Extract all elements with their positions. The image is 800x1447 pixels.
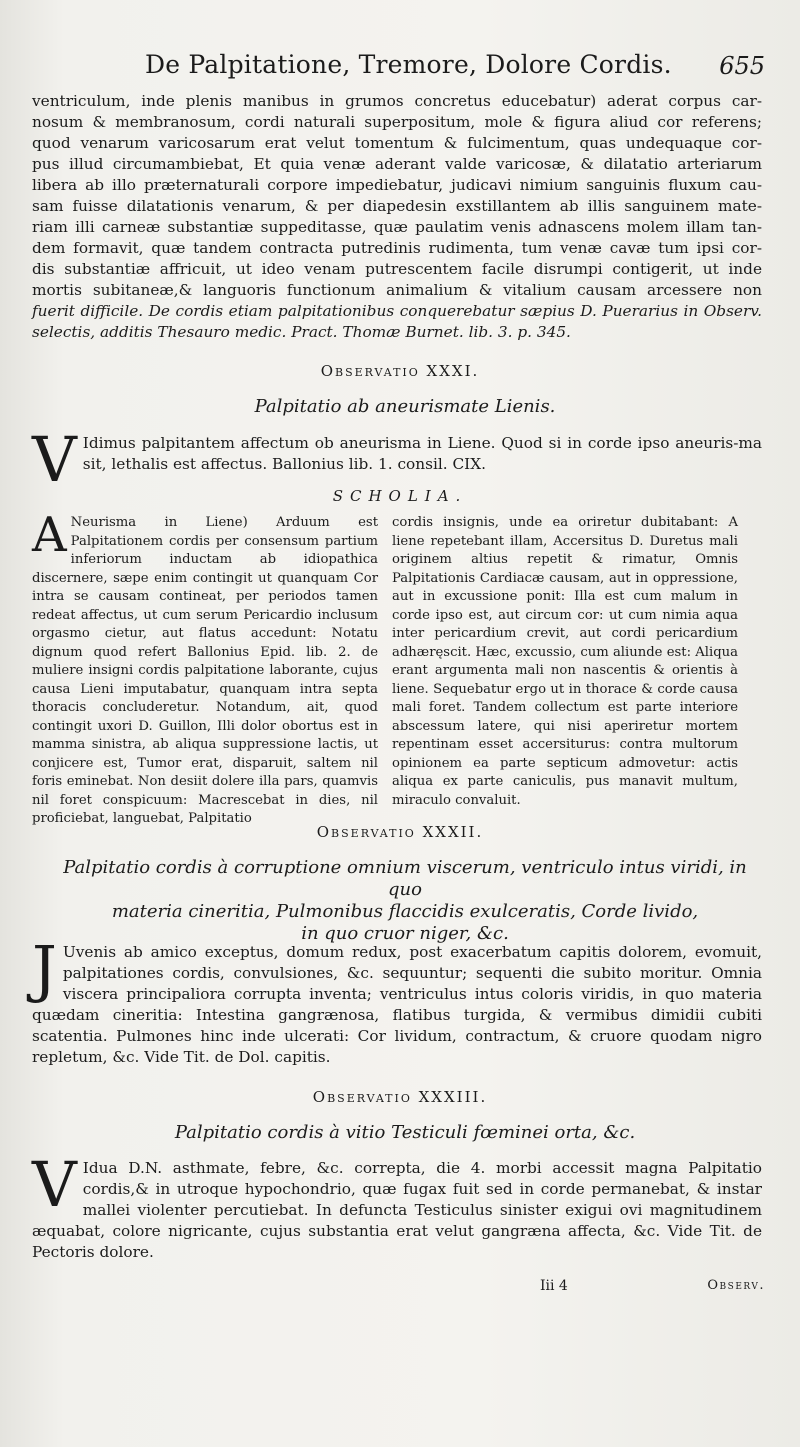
subtitle-line: in quo cruor niger, &c. <box>301 923 509 944</box>
text-line: sam fuisse dilatationis venarum, & per diapedesin exstillantem ab illis sanguinem mate- <box>32 197 762 215</box>
text-line: pus illud circumambiebat, Et quia venæ aderant valde varicosæ, & dilatatio arteriarum <box>32 155 762 173</box>
obs33-heading: Observatio XXXIII. <box>312 1088 488 1106</box>
text-line: selectis, additis Thesauro medic. Pract. Thomæ Burnet. lib. 3. p. 345. <box>32 323 571 341</box>
subtitle-line: Palpitatio cordis à corruptione omnium viscerum, ventriculo intus viridi, in quo <box>63 857 747 900</box>
catchword: Observ. <box>707 1278 765 1293</box>
scholia-left-column <box>32 507 378 829</box>
continued-paragraph <box>32 91 762 343</box>
obs31-heading: Observatio XXXI. <box>320 362 480 380</box>
scholia-right-text: cordis insignis, unde ea oriretur dubitabant: A liene repetebant illam, Accersitus D. Duretus mali originem altius repetit & rimatur, Omnis Palpitationis Cardiacæ causam, aut in oppressione, aut in excussione ponit: Illa est cum malum in corde ipso est, aut circum cor: ut cum nimia aqua inter pericardium crevit, aut cordi pericardium adhæręscit. Hæc, excussio, cum aliunde est: Aliqua erant argumenta mali non nascentis & orientis à liene. Sequebatur ergo ut in thorace & corde causa mali foret. Tandem collectum est parte interiore abscessum latere, qui nisi aperiretur mortem repentinam esset accersiturus: contra multorum opinionem ea parte septicum admovetur: actis aliqua ex parte caniculis, pus manavit multum, miraculo convaluit. <box>392 515 738 808</box>
obs32-subtitle <box>60 857 750 945</box>
scholia-right-column <box>392 514 738 810</box>
dropcap: V <box>32 423 77 496</box>
text-line: libera ab illo præternaturali corpore impediebatur, judicavi nimium sanguinis fluxum cau- <box>32 176 762 194</box>
page-footer <box>540 1278 765 1300</box>
text-line: riam illi carneæ substantiæ suppeditasse, quæ paulatim venis adnascens molem illam tan- <box>32 218 762 236</box>
scholia-left-text: Neurisma in Liene) Arduum est Palpitationem cordis per consensum partium inferiorum inductam ab idiopathica discernere, sæpe enim contingit ut quanquam Cor intra se causam contineat, per periodos tamen redeat affectus, ut cum serum Pericardio inclusum orgasmo cietur, aut flatus accedunt: Notatu dignum quod refert Ballonius Epid. lib. 2. de muliere insigni cordis palpitatione laborante, cujus causa Lieni imputabatur, quanquam intra septa thoracis concluderetur. Notandum, ait, quod contingit uxori D. Guillon, Illi dolor obortus est in mamma sinistra, ab aliqua suppressione lactis, ut conjicere est, Tumor erat, disparuit, saltem nil foris eminebat. Non desiit dolere illa pars, quamvis nil foret conspicuum: Macrescebat in dies, nil proficiebat, languebat, Palpitatio <box>32 515 378 826</box>
page-number: 655 <box>719 52 765 80</box>
obs33-text: Idua D.N. asthmate, febre, &c. correpta, die 4. morbi accessit magna Palpitatio cordis,& in utroque hypochondrio, quæ fugax fuit sed in corde permanebat, & instar mallei violenter percutiebat. In defuncta Testiculus sinister exigui ovi magnitudinem æquabat, colore nigricante, cujus substantia erat velut gangræna affecta, &c. Vide Tit. de Pectoris dolore. <box>32 1159 762 1261</box>
subtitle-line: materia cineritia, Pulmonibus flaccidis exulceratis, Corde livido, <box>111 901 699 922</box>
dropcap: V <box>32 1148 77 1221</box>
obs33-paragraph <box>32 1148 762 1263</box>
signature-mark: Iii 4 <box>540 1278 568 1294</box>
dropcap: J <box>32 932 57 1005</box>
text-line: dem formavit, quæ tandem contracta putredinis rudimenta, tum venæ cavæ tum ipsi cor- <box>32 239 762 257</box>
dropcap: A <box>32 507 67 563</box>
text-line: mortis subitaneæ,& languoris functionum animalium & vitalium causam arcessere non <box>32 281 762 299</box>
text-line: quod venarum varicosarum erat velut tomentum & fulcimentum, quas undequaque cor- <box>32 134 762 152</box>
obs32-text: Uvenis ab amico exceptus, domum redux, post exacerbatum capitis dolorem, evomuit, palpitationes cordis, convulsiones, &c. sequuntur; sequenti die subito moritur. Omnia viscera principaliora corrupta inventa; ventriculus intus coloris viridis, in quo materia quædam cineritia: Intestina gangrænosa, flatibus turgida, & vermibus dimidii cubiti scatentia. Pulmones hinc inde ulcerati: Cor lividum, contractum, & cruore quodam nigro repletum, &c. Vide Tit. de Dol. capitis. <box>32 943 762 1066</box>
text-line: ventriculum, inde plenis manibus in grumos concretus educebatur) aderat corpus car- <box>32 92 762 110</box>
obs31-subtitle: Palpitatio ab aneurismate Lienis. <box>254 396 556 417</box>
text-line: fuerit difficile. De cordis etiam palpitationibus conquerebatur sæpius D. Puerarius in Observ. <box>32 302 762 320</box>
obs31-text: Idimus palpitantem affectum ob aneurisma in Liene. Quod si in corde ipso aneuris-ma sit, lethalis est affectus. Ballonius lib. 1. consil. CIX. <box>82 434 762 473</box>
obs32-heading: Observatio XXXII. <box>316 823 484 841</box>
scholia-heading: SCHOLIA. <box>332 487 468 505</box>
obs33-subtitle: Palpitatio cordis à vitio Testiculi fœminei orta, &c. <box>174 1122 636 1143</box>
page-header <box>145 50 765 90</box>
running-title: De Palpitatione, Tremore, Dolore Cordis. <box>145 50 672 79</box>
text-line: nosum & membranosum, cordi naturali superpositum, mole & figura aliud cor referens; <box>32 113 762 131</box>
text-line: dis substantiæ affricuit, ut ideo venam putrescentem facile disrumpi contigerit, ut inde <box>32 260 762 278</box>
